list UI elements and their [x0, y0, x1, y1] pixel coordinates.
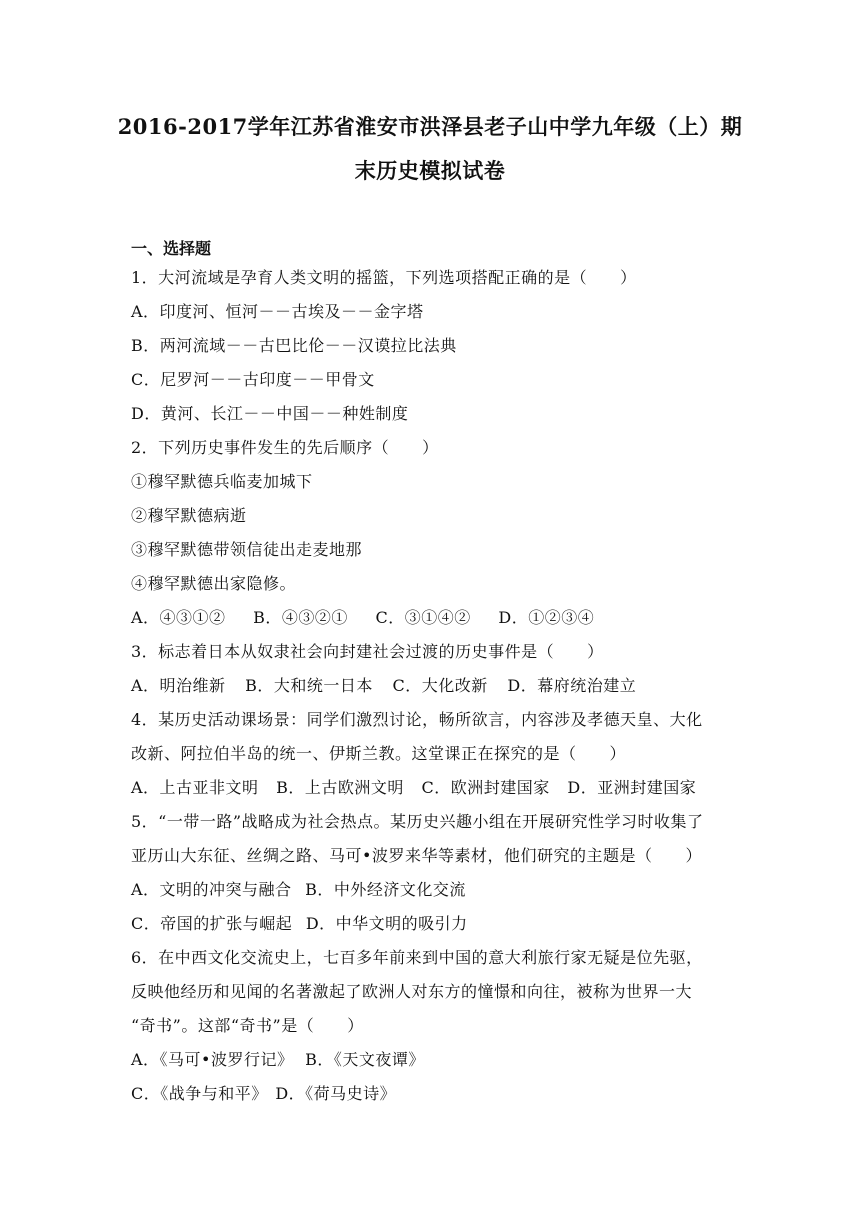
q2-option-b: B．④③②①	[253, 608, 348, 627]
q3-option-c: C．大化改新	[392, 676, 488, 695]
q2-option-a: A．④③①②	[131, 608, 226, 627]
q6-option-b: B．《天文夜谭》	[305, 1050, 425, 1069]
q2-item-4: ④穆罕默德出家隐修。	[131, 574, 297, 593]
q4-stem-line-2: 改新、阿拉伯半岛的统一、伊斯兰教。这堂课正在探究的是（ ）	[131, 744, 627, 763]
q3-option-d: D．幕府统治建立	[507, 676, 637, 695]
q6-stem-line-3: “奇书”。这部“奇书”是（ ）	[131, 1016, 364, 1035]
q2-option-c: C．③①④②	[375, 608, 471, 627]
q6-stem-line-1: 6．在中西文化交流史上，七百多年前来到中国的意大利旅行家无疑是位先驱，	[131, 948, 703, 967]
q5-option-c: C．帝国的扩张与崛起	[131, 914, 293, 933]
q1-option-a: A．印度河、恒河－－古埃及－－金字塔	[131, 302, 424, 321]
q1-option-b: B．两河流域－－古巴比伦－－汉谟拉比法典	[131, 336, 457, 355]
q1-stem: 1．大河流域是孕育人类文明的摇篮，下列选项搭配正确的是（ ）	[131, 268, 637, 287]
q4-options	[131, 780, 696, 796]
q6-options-row-1	[131, 1052, 425, 1068]
q6-option-c: C．《战争与和平》	[131, 1084, 268, 1103]
q5-stem-line-1: 5．“一带一路”战略成为社会热点。某历史兴趣小组在开展研究性学习时收集了	[131, 812, 704, 831]
q4-stem-line-1: 4．某历史活动课场景：同学们激烈讨论，畅所欲言，内容涉及孝德天皇、大化	[131, 710, 703, 729]
q1-option-d: D．黄河、长江－－中国－－种姓制度	[131, 404, 409, 423]
section-heading: 一、选择题	[131, 239, 212, 258]
q5-stem-line-2: 亚历山大东征、丝绸之路、马可•波罗来华等素材，他们研究的主题是（ ）	[131, 846, 702, 865]
q1-option-c: C．尼罗河－－古印度－－甲骨文	[131, 370, 375, 389]
q3-option-a: A．明治维新	[131, 676, 226, 695]
page-title-line-2: 末历史模拟试卷	[354, 158, 506, 183]
q6-option-a: A．《马可•波罗行记》	[131, 1050, 294, 1069]
q3-stem: 3．标志着日本从奴隶社会向封建社会过渡的历史事件是（ ）	[131, 642, 604, 661]
q4-option-d: D．亚洲封建国家	[567, 778, 697, 797]
q2-option-d: D．①②③④	[498, 608, 595, 627]
q5-option-a: A．文明的冲突与融合	[131, 880, 292, 899]
q2-options	[131, 610, 594, 626]
q2-item-3: ③穆罕默德带领信徒出走麦地那	[131, 540, 363, 559]
q5-option-d: D．中华文明的吸引力	[305, 914, 468, 933]
q4-option-c: C．欧洲封建国家	[421, 778, 550, 797]
q3-options	[131, 678, 636, 694]
q6-stem-line-2: 反映他经历和见闻的名著激起了欧洲人对东方的憧憬和向往，被称为世界一大	[131, 982, 693, 1001]
q6-option-d: D．《荷马史诗》	[275, 1084, 397, 1103]
page-title-line-1: 2016-2017学年江苏省淮安市洪泽县老子山中学九年级（上）期	[117, 114, 743, 139]
q4-option-a: A．上古亚非文明	[131, 778, 259, 797]
q2-item-2: ②穆罕默德病逝	[131, 506, 247, 525]
q5-option-b: B．中外经济文化交流	[305, 880, 466, 899]
q5-options-row-1	[131, 882, 466, 898]
q2-item-1: ①穆罕默德兵临麦加城下	[131, 472, 313, 491]
q6-options-row-2	[131, 1086, 396, 1102]
q3-option-b: B．大和统一日本	[245, 676, 373, 695]
q2-stem: 2．下列历史事件发生的先后顺序（ ）	[131, 438, 439, 457]
q4-option-b: B．上古欧洲文明	[276, 778, 404, 797]
q5-options-row-2	[131, 916, 468, 932]
